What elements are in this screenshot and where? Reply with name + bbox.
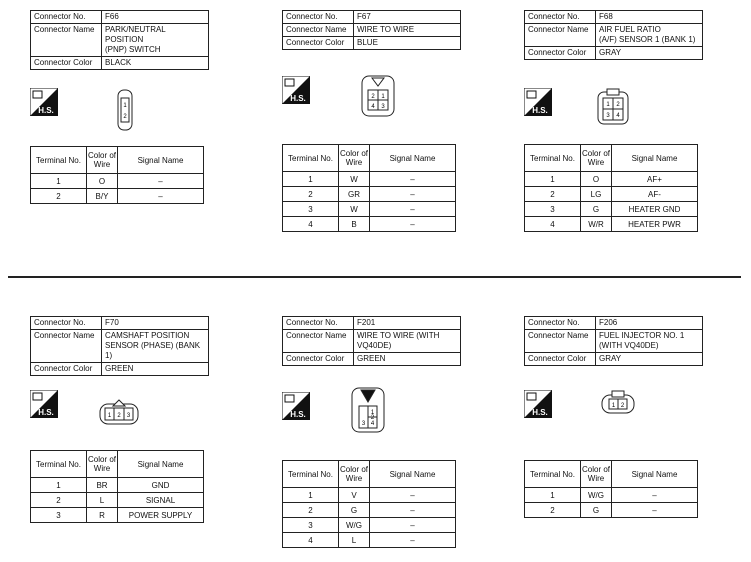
signal-cell: – <box>612 488 698 503</box>
table-row <box>283 518 456 533</box>
hs-label: H.S. <box>532 408 548 417</box>
table-row <box>283 503 456 518</box>
signal-cell: HEATER PWR <box>612 217 698 232</box>
signal-name-header: Signal Name <box>118 451 204 478</box>
table-row <box>283 488 456 503</box>
wire-cell: BR <box>87 478 118 493</box>
connector-color-value: BLACK <box>102 57 209 70</box>
table-row <box>283 533 456 548</box>
wire-cell: B <box>339 217 370 232</box>
signal-cell: – <box>370 488 456 503</box>
wire-cell: V <box>339 488 370 503</box>
terminal-cell: 1 <box>31 174 87 189</box>
hs-label: H.S. <box>38 106 54 115</box>
pin-1: 1 <box>606 102 610 108</box>
connector-no-value: F67 <box>354 11 461 24</box>
hs-icon <box>282 76 310 104</box>
pin-2: 2 <box>371 94 375 100</box>
connector-f206-block <box>524 316 703 366</box>
terminal-cell: 2 <box>31 493 87 508</box>
connector-no-label: Connector No. <box>31 317 102 330</box>
wire-cell: LG <box>581 187 612 202</box>
connector-name-value: PARK/NEUTRAL POSITION (PNP) SWITCH <box>102 24 209 57</box>
pin-2: 2 <box>117 413 121 419</box>
pin-2: 2 <box>616 102 620 108</box>
table-row <box>31 508 204 523</box>
table-row <box>31 493 204 508</box>
pin-1: 1 <box>107 413 112 419</box>
connector-f67-terminal-table <box>282 144 456 232</box>
wire-cell: G <box>581 202 612 217</box>
terminal-no-header: Terminal No. <box>31 451 87 478</box>
connector-f206-face <box>600 390 636 416</box>
table-row <box>525 202 698 217</box>
connector-f66-terminal-table <box>30 146 204 204</box>
table-row <box>525 503 698 518</box>
connector-f70-terminal-table <box>30 450 204 523</box>
terminal-cell: 4 <box>525 217 581 232</box>
pin-4: 4 <box>371 104 375 110</box>
terminal-no-header: Terminal No. <box>525 461 581 488</box>
terminal-no-header: Terminal No. <box>283 145 339 172</box>
signal-cell: – <box>118 189 204 204</box>
terminal-cell: 2 <box>525 187 581 202</box>
hs-icon <box>30 390 58 418</box>
signal-cell: – <box>370 202 456 217</box>
connector-f206-terminal-table <box>524 460 698 518</box>
table-row <box>525 187 698 202</box>
connector-no-label: Connector No. <box>525 11 596 24</box>
connector-name-label: Connector Name <box>283 24 354 37</box>
connector-no-value: F206 <box>596 317 703 330</box>
connector-no-value: F70 <box>102 317 209 330</box>
connector-color-label: Connector Color <box>31 363 102 376</box>
signal-cell: HEATER GND <box>612 202 698 217</box>
signal-cell: – <box>370 533 456 548</box>
connector-f67-block <box>282 10 461 50</box>
connector-f68-info-table <box>524 10 703 60</box>
signal-cell: – <box>370 172 456 187</box>
signal-cell: – <box>370 187 456 202</box>
table-row <box>283 187 456 202</box>
pin-3: 3 <box>126 413 131 419</box>
terminal-cell: 1 <box>525 172 581 187</box>
signal-name-header: Signal Name <box>612 461 698 488</box>
connector-f66-info-table <box>30 10 209 70</box>
wire-cell: W/G <box>581 488 612 503</box>
hs-label: H.S. <box>38 408 54 417</box>
connector-name-value: CAMSHAFT POSITION SENSOR (PHASE) (BANK 1) <box>102 330 209 363</box>
signal-cell: – <box>118 174 204 189</box>
connector-no-label: Connector No. <box>31 11 102 24</box>
signal-name-header: Signal Name <box>370 461 456 488</box>
connector-name-label: Connector Name <box>31 330 102 363</box>
connector-name-label: Connector Name <box>525 24 596 47</box>
connector-color-label: Connector Color <box>525 47 596 60</box>
connector-name-label: Connector Name <box>283 330 354 353</box>
signal-cell: – <box>370 503 456 518</box>
pin-3: 3 <box>381 104 385 110</box>
connector-no-value: F68 <box>596 11 703 24</box>
table-row <box>525 172 698 187</box>
signal-cell: – <box>370 217 456 232</box>
wire-cell: B/Y <box>87 189 118 204</box>
terminal-no-header: Terminal No. <box>31 147 87 174</box>
table-row <box>283 217 456 232</box>
pin-1: 1 <box>123 103 127 109</box>
connector-color-label: Connector Color <box>283 353 354 366</box>
pin-3: 3 <box>606 113 610 119</box>
connector-f206-info-table <box>524 316 703 366</box>
pin-3: 3 <box>361 421 366 427</box>
connector-color-value: GRAY <box>596 47 703 60</box>
terminal-cell: 3 <box>283 518 339 533</box>
connector-color-value: GREEN <box>102 363 209 376</box>
connector-color-value: BLUE <box>354 37 461 50</box>
signal-name-header: Signal Name <box>118 147 204 174</box>
section-divider <box>8 276 741 278</box>
terminal-cell: 3 <box>283 202 339 217</box>
connector-f67-info-table <box>282 10 461 50</box>
connector-f67-face <box>360 72 396 120</box>
pin-4: 4 <box>616 113 620 119</box>
hs-label: H.S. <box>290 94 306 103</box>
signal-cell: GND <box>118 478 204 493</box>
wire-cell: G <box>581 503 612 518</box>
terminal-no-header: Terminal No. <box>525 145 581 172</box>
connector-color-value: GRAY <box>596 353 703 366</box>
terminal-cell: 1 <box>31 478 87 493</box>
connector-color-value: GREEN <box>354 353 461 366</box>
wire-cell: L <box>339 533 370 548</box>
pin-2: 2 <box>370 415 375 421</box>
terminal-cell: 2 <box>31 189 87 204</box>
hs-icon <box>282 392 310 420</box>
signal-cell: AF- <box>612 187 698 202</box>
wire-color-header: Color of Wire <box>87 147 118 174</box>
wire-color-header: Color of Wire <box>339 145 370 172</box>
pin-1: 1 <box>381 94 385 100</box>
table-row <box>525 217 698 232</box>
signal-cell: POWER SUPPLY <box>118 508 204 523</box>
connector-color-label: Connector Color <box>525 353 596 366</box>
pin-1: 1 <box>611 403 616 409</box>
connector-name-value: FUEL INJECTOR NO. 1 (WITH VQ40DE) <box>596 330 703 353</box>
connector-no-label: Connector No. <box>525 317 596 330</box>
hs-label: H.S. <box>532 106 548 115</box>
terminal-cell: 2 <box>283 187 339 202</box>
connector-f201-terminal-table <box>282 460 456 548</box>
connector-f70-info-table <box>30 316 209 376</box>
terminal-cell: 4 <box>283 533 339 548</box>
table-row <box>525 488 698 503</box>
terminal-cell: 3 <box>31 508 87 523</box>
connector-f68-face <box>596 88 630 126</box>
table-row <box>283 202 456 217</box>
terminal-cell: 2 <box>525 503 581 518</box>
table-row <box>283 172 456 187</box>
connector-f70-block <box>30 316 209 376</box>
wire-cell: W <box>339 172 370 187</box>
connector-f68-terminal-table <box>524 144 698 232</box>
signal-cell: SIGNAL <box>118 493 204 508</box>
signal-cell: – <box>370 518 456 533</box>
pin-2: 2 <box>123 114 127 120</box>
wire-cell: R <box>87 508 118 523</box>
connector-no-value: F201 <box>354 317 461 330</box>
wire-cell: W/R <box>581 217 612 232</box>
wire-color-header: Color of Wire <box>87 451 118 478</box>
wire-color-header: Color of Wire <box>581 461 612 488</box>
connector-f68-block <box>524 10 703 60</box>
connector-name-value: WIRE TO WIRE (WITH VQ40DE) <box>354 330 461 353</box>
connector-no-value: F66 <box>102 11 209 24</box>
terminal-cell: 1 <box>283 172 339 187</box>
connector-name-value: AIR FUEL RATIO (A/F) SENSOR 1 (BANK 1) <box>596 24 703 47</box>
connector-f201-face <box>350 384 386 436</box>
connector-no-label: Connector No. <box>283 317 354 330</box>
connector-name-label: Connector Name <box>31 24 102 57</box>
connector-f201-block <box>282 316 461 366</box>
signal-cell: – <box>612 503 698 518</box>
signal-name-header: Signal Name <box>370 145 456 172</box>
pin-1: 1 <box>370 410 375 416</box>
wire-color-header: Color of Wire <box>339 461 370 488</box>
hs-icon <box>524 390 552 418</box>
connector-no-label: Connector No. <box>283 11 354 24</box>
wire-cell: G <box>339 503 370 518</box>
table-row <box>31 174 204 189</box>
wire-color-header: Color of Wire <box>581 145 612 172</box>
terminal-cell: 4 <box>283 217 339 232</box>
signal-cell: AF+ <box>612 172 698 187</box>
wire-cell: W/G <box>339 518 370 533</box>
terminal-cell: 3 <box>525 202 581 217</box>
connector-f66-block <box>30 10 209 70</box>
connector-f66-face <box>112 88 138 132</box>
wire-cell: GR <box>339 187 370 202</box>
wire-cell: O <box>581 172 612 187</box>
connector-f70-face <box>98 398 140 428</box>
connector-name-label: Connector Name <box>525 330 596 353</box>
wire-cell: O <box>87 174 118 189</box>
terminal-no-header: Terminal No. <box>283 461 339 488</box>
wire-cell: W <box>339 202 370 217</box>
table-row <box>31 189 204 204</box>
connector-color-label: Connector Color <box>283 37 354 50</box>
signal-name-header: Signal Name <box>612 145 698 172</box>
pin-2: 2 <box>620 403 625 409</box>
pin-4: 4 <box>370 421 375 427</box>
table-row <box>31 478 204 493</box>
hs-label: H.S. <box>290 410 306 419</box>
connector-color-label: Connector Color <box>31 57 102 70</box>
hs-icon <box>30 88 58 116</box>
terminal-cell: 1 <box>525 488 581 503</box>
terminal-cell: 1 <box>283 488 339 503</box>
terminal-cell: 2 <box>283 503 339 518</box>
connector-name-value: WIRE TO WIRE <box>354 24 461 37</box>
wire-cell: L <box>87 493 118 508</box>
hs-icon <box>524 88 552 116</box>
connector-f201-info-table <box>282 316 461 366</box>
